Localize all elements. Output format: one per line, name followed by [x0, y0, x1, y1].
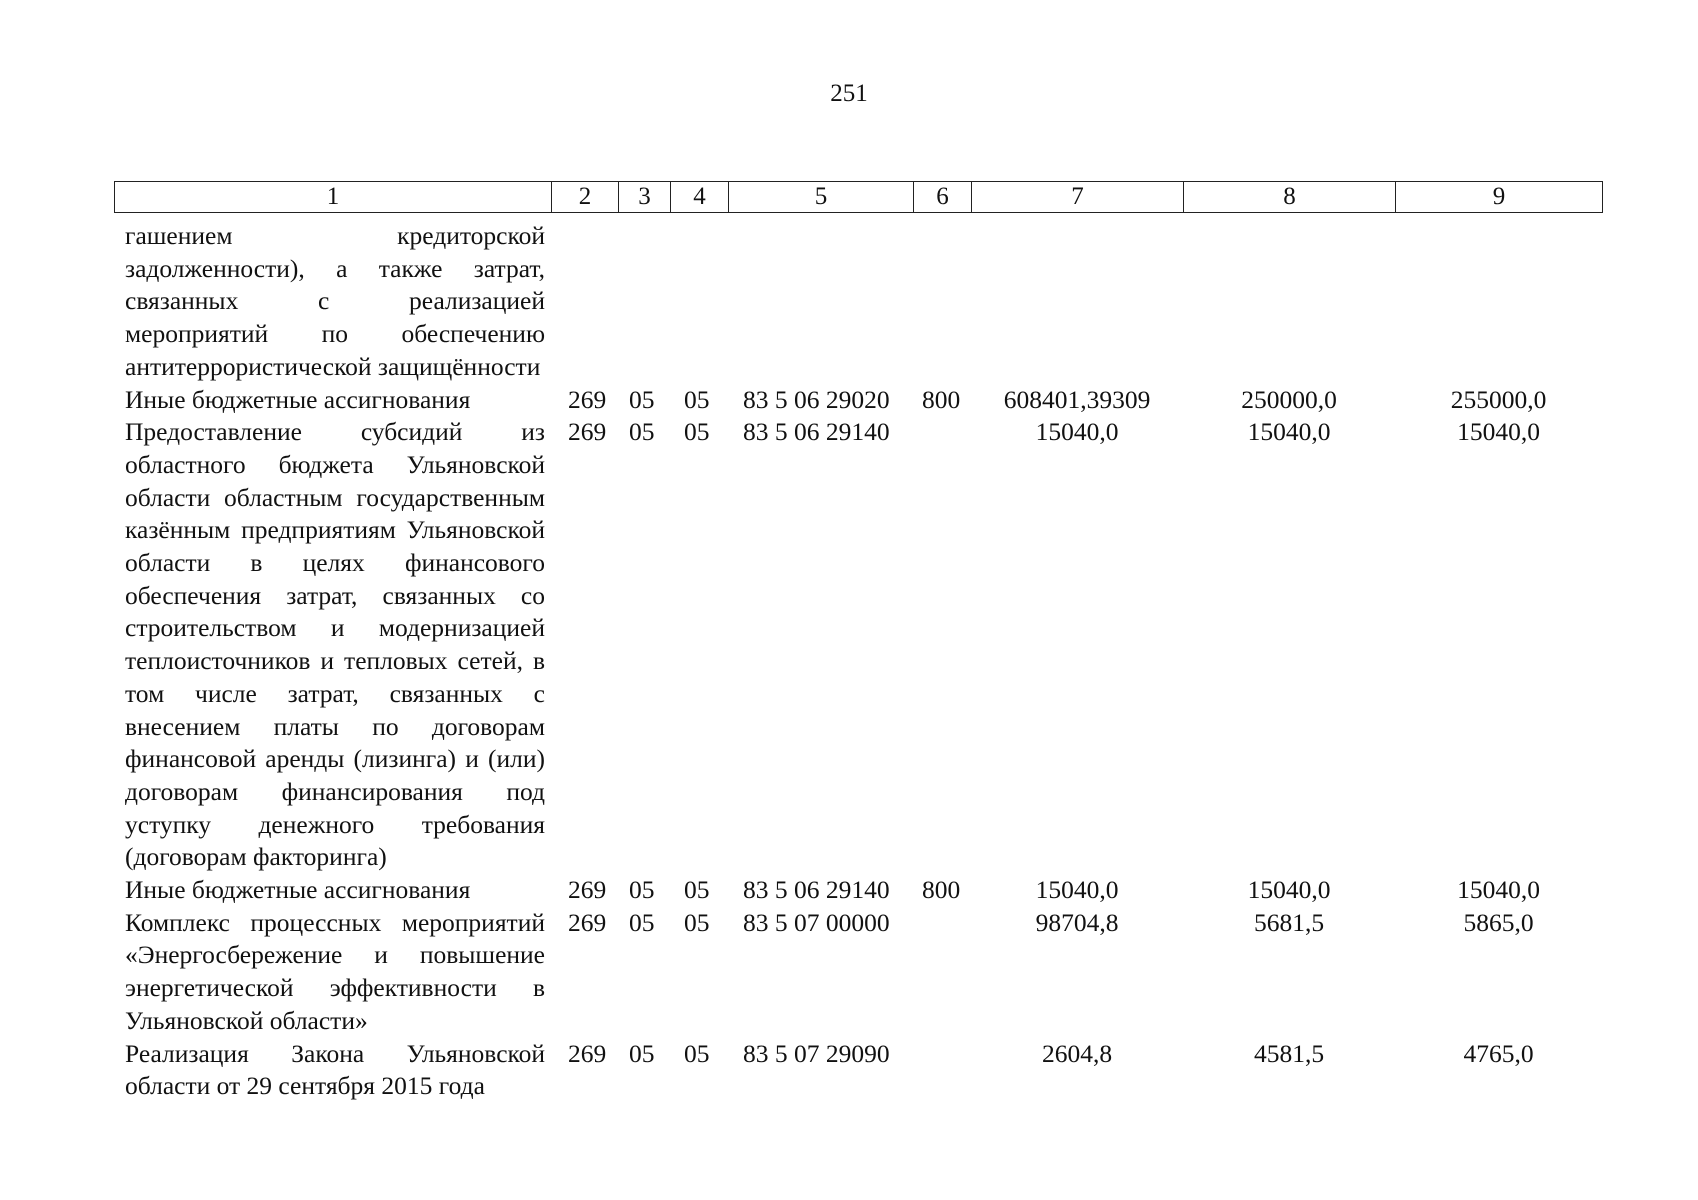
header-col-3: 3 [619, 182, 671, 213]
cell-code-6: 800 [922, 875, 961, 905]
cell-code-3 [618, 220, 670, 384]
cell-amount-9: 15040,0 [1457, 875, 1540, 905]
cell-code-3: 05 [629, 417, 655, 447]
row-description: Предоставление субсидий из областного бюджета Ульяновской области областным государственным казённым предприятиям Ульяновской области в целях финансового обеспечения затрат, связанных со строительством и модернизацией теплоисточников и тепловых сетей, в том числе затрат, связанных с внесением платы по договорам финансовой аренды (лизинга) и (или) договорам финансирования под уступку денежного требования (договорам факторинга) [125, 417, 545, 872]
cell-amount-8: 250000,0 [1241, 384, 1337, 414]
cell-amount-7: 15040,0 [1035, 417, 1119, 447]
cell-amount-9: 5865,0 [1463, 907, 1534, 937]
row-description: Иные бюджетные ассигнования [125, 875, 471, 905]
cell-amount-7: 608401,39309 [1003, 384, 1151, 414]
header-col-6: 6 [914, 182, 972, 213]
header-col-2: 2 [552, 182, 619, 213]
cell-amount-7: 98704,8 [1035, 907, 1119, 937]
cell-code-3: 05 [629, 384, 655, 414]
header-col-8: 8 [1184, 182, 1396, 213]
cell-amount-9 [1395, 220, 1602, 384]
table-row [114, 384, 1602, 417]
cell-code-3: 05 [629, 1038, 655, 1068]
cell-code-5: 83 5 06 29140 [743, 417, 890, 447]
cell-code-5: 83 5 06 29020 [743, 384, 890, 414]
cell-amount-8 [1183, 220, 1395, 384]
cell-code-4: 05 [684, 875, 710, 905]
budget-table [114, 220, 1602, 1103]
cell-code-4 [670, 220, 728, 384]
cell-amount-7 [971, 220, 1183, 384]
header-col-5: 5 [729, 182, 914, 213]
cell-code-3: 05 [629, 907, 655, 937]
table-row [114, 907, 1602, 1038]
cell-code-6 [913, 416, 971, 874]
cell-code-5: 83 5 07 29090 [743, 1038, 890, 1068]
cell-code-5: 83 5 07 00000 [743, 907, 890, 937]
row-description: Иные бюджетные ассигнования [125, 384, 471, 414]
cell-code-6 [913, 907, 971, 1038]
cell-code-4: 05 [684, 1038, 710, 1068]
cell-amount-9: 15040,0 [1457, 417, 1540, 447]
column-header-row [114, 181, 1603, 213]
cell-amount-8: 15040,0 [1247, 417, 1331, 447]
cell-code-6 [913, 1038, 971, 1103]
cell-amount-8: 4581,5 [1253, 1038, 1325, 1068]
cell-code-6: 800 [922, 384, 961, 414]
cell-code-6 [913, 220, 971, 384]
cell-code-2 [551, 220, 618, 384]
cell-code-4: 05 [684, 907, 710, 937]
header-col-9: 9 [1396, 182, 1603, 213]
cell-amount-7: 15040,0 [1035, 875, 1119, 905]
cell-code-2: 269 [568, 875, 607, 905]
cell-amount-8: 15040,0 [1247, 875, 1331, 905]
cell-code-3: 05 [629, 875, 655, 905]
cell-amount-7: 2604,8 [1041, 1038, 1113, 1068]
cell-code-5 [728, 220, 913, 384]
row-description: гашением кредиторской задолженности), а также затрат, связанных с реализацией мероприятий по обеспечению антитеррористической защищённости [125, 221, 545, 381]
cell-amount-9: 255000,0 [1450, 384, 1547, 414]
cell-code-2: 269 [568, 417, 607, 447]
cell-code-4: 05 [684, 384, 710, 414]
header-col-4: 4 [671, 182, 729, 213]
header-col-7: 7 [972, 182, 1184, 213]
table-row [114, 416, 1602, 874]
cell-amount-9: 4765,0 [1463, 1038, 1534, 1068]
row-description: Комплекс процессных мероприятий «Энергосбережение и повышение энергетической эффективности в Ульяновской области» [125, 907, 545, 1035]
cell-code-2: 269 [568, 384, 607, 414]
page-number: 251 [830, 80, 868, 107]
cell-code-2: 269 [568, 907, 607, 937]
table-row [114, 220, 1602, 384]
cell-code-2: 269 [568, 1038, 607, 1068]
row-description: Реализация Закона Ульяновской области от 29 сентября 2015 года [125, 1038, 545, 1101]
header-col-1: 1 [115, 182, 552, 213]
table-row [114, 874, 1602, 907]
cell-code-4: 05 [684, 417, 710, 447]
cell-amount-8: 5681,5 [1253, 907, 1325, 937]
cell-code-5: 83 5 06 29140 [743, 875, 890, 905]
table-row [114, 1038, 1602, 1103]
